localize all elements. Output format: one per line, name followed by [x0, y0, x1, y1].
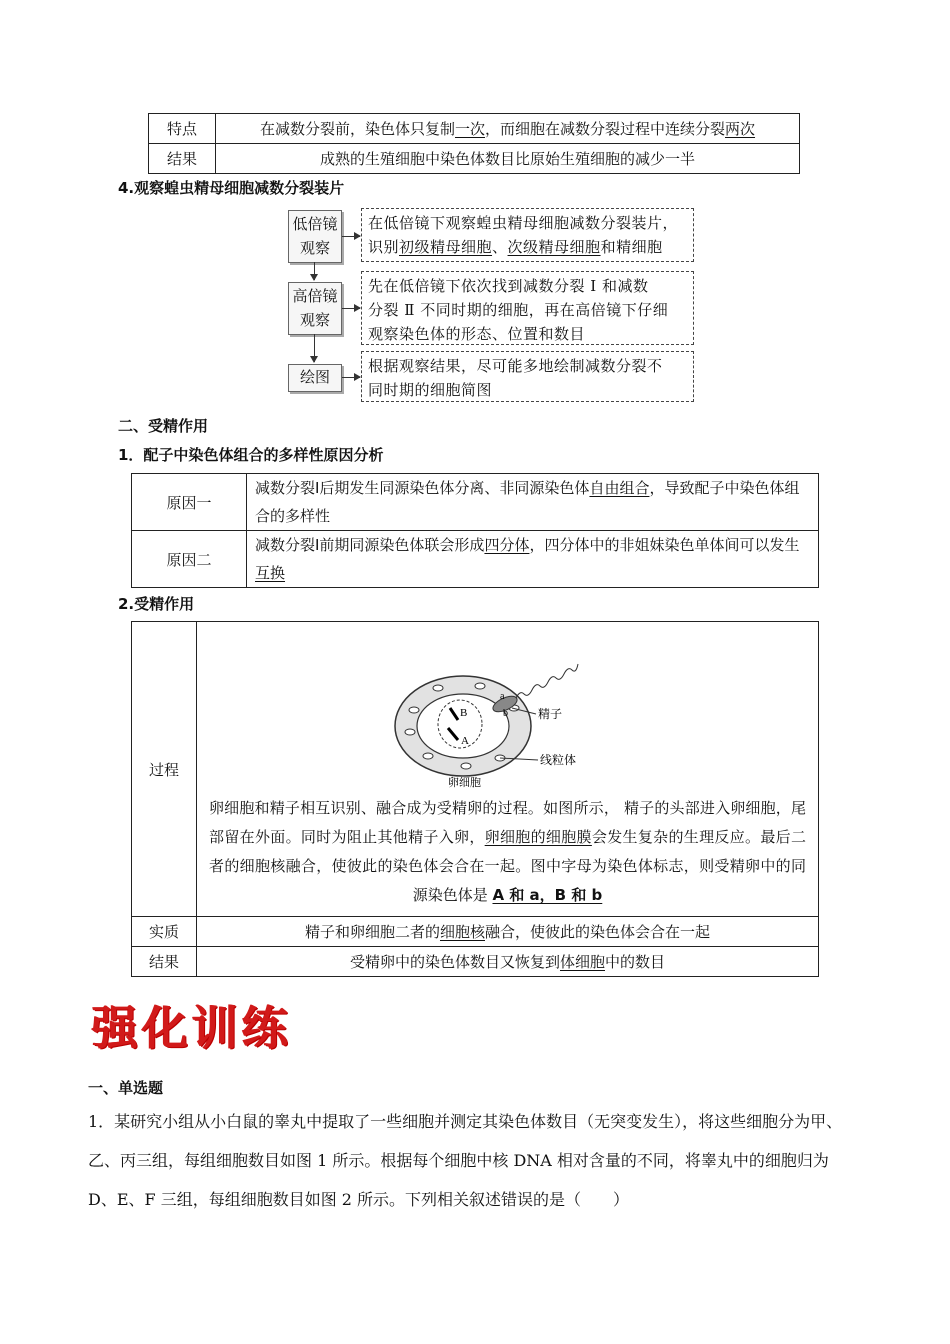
- flow-step-low-power: 低倍镜 观察: [288, 210, 342, 263]
- fertilization-table: [131, 621, 819, 977]
- reason-label-2: 原因二: [132, 531, 247, 588]
- row-label-result: 结果: [149, 144, 216, 174]
- question-1: 1．某研究小组从小白鼠的睾丸中提取了一些细胞并测定其染色体数目（无突变发生），将这些细胞分为甲、乙、丙三组，每组细胞数目如图 1 所示。根据每个细胞中核 DNA 相对含量的不同，将睾丸中的细胞归为 D、E、F 三组，每组细胞数目如图 2 所示。下列相关叙述错误的是（ ）: [88, 1112, 843, 1209]
- result-value: 受精卵中的染色体数目又恢复到体细胞中的数目: [197, 947, 819, 977]
- process-content: [197, 622, 819, 917]
- result-label: 结果: [132, 947, 197, 977]
- section4-heading: 4.观察蝗虫精母细胞减数分裂装片: [118, 179, 345, 197]
- mitochondrion-7: [475, 683, 485, 689]
- row-value-feature: 在减数分裂前，染色体只复制一次，而细胞在减数分裂过程中连续分裂两次: [216, 114, 800, 144]
- row-label-feature: 特点: [149, 114, 216, 144]
- mitochondrion-3: [423, 753, 433, 759]
- reason-value-1: 减数分裂Ⅰ后期发生同源染色体分离、非同源染色体自由组合，导致配子中染色体组合的多样性: [247, 474, 819, 531]
- flow-arrow-down-1: [314, 262, 315, 280]
- essence-label: 实质: [132, 917, 197, 947]
- flow-note-drawing: 根据观察结果，尽可能多地绘制减数分裂不 同时期的细胞简图: [361, 351, 694, 402]
- mitochondrion-1: [409, 707, 419, 713]
- letter-A: A: [460, 735, 469, 747]
- flow-step-drawing: 绘图: [288, 364, 342, 392]
- letter-a: a: [499, 691, 504, 702]
- flow-arrow-down-2: [314, 334, 315, 362]
- flow-arrow-1: [342, 236, 360, 237]
- process-description: 卵细胞和精子相互识别、融合成为受精卵的过程。如图所示， 精子的头部进入卵细胞，尾部留在外面。同时为阻止其他精子入卵，卵细胞的细胞膜会发生复杂的生理反应。最后二者的细胞核融合，使彼此的染色体会合在一起。图中字母为染色体标志，则受精卵中的同源染色体是 A 和 a，B 和 b: [209, 799, 806, 904]
- flow-arrow-2: [342, 308, 360, 309]
- flow-note-low-power: 在低倍镜下观察蝗虫精母细胞减数分裂装片， 识别初级精母细胞、次级精母细胞和精细胞: [361, 208, 694, 262]
- mitochondrion-6: [433, 685, 443, 691]
- exercise-heading: 一、单选题: [88, 1079, 164, 1097]
- practice-banner: 强化训练: [92, 1001, 292, 1055]
- process-label: 过程: [132, 622, 197, 917]
- row-value-result: 成熟的生殖细胞中染色体数目比原始生殖细胞的减少一半: [216, 144, 800, 174]
- letter-B: B: [459, 707, 467, 719]
- reason-value-2: 减数分裂Ⅰ前期同源染色体联会形成四分体，四分体中的非姐妹染色单体间可以发生互换: [247, 531, 819, 588]
- meiosis-summary-table: [148, 113, 800, 174]
- diversity-reasons-table: [131, 473, 819, 588]
- flow-step-high-power: 高倍镜 观察: [288, 282, 342, 335]
- mito-label: 线粒体: [539, 753, 576, 767]
- flow-arrow-3: [342, 377, 360, 378]
- sperm-tail: [516, 664, 578, 698]
- essence-value: 精子和卵细胞二者的细胞核融合，使彼此的染色体会合在一起: [197, 917, 819, 947]
- flow-note-high-power: 先在低倍镜下依次找到减数分裂 Ⅰ 和减数 分裂 Ⅱ 不同时期的细胞，再在高倍镜下仔细 观察染色体的形态、位置和数目: [361, 271, 694, 345]
- letter-b: b: [502, 708, 508, 719]
- part2-sub1-heading: 1．配子中染色体组合的多样性原因分析: [118, 446, 384, 464]
- fertilization-figure: [388, 648, 628, 788]
- egg-label: 卵细胞: [447, 776, 481, 788]
- mitochondrion-2: [405, 729, 415, 735]
- part2-heading: 二、受精作用: [118, 417, 209, 435]
- mitochondrion-4: [461, 763, 471, 769]
- sperm-label: 精子: [537, 707, 562, 721]
- reason-label-1: 原因一: [132, 474, 247, 531]
- part2-sub2-heading: 2.受精作用: [118, 595, 195, 613]
